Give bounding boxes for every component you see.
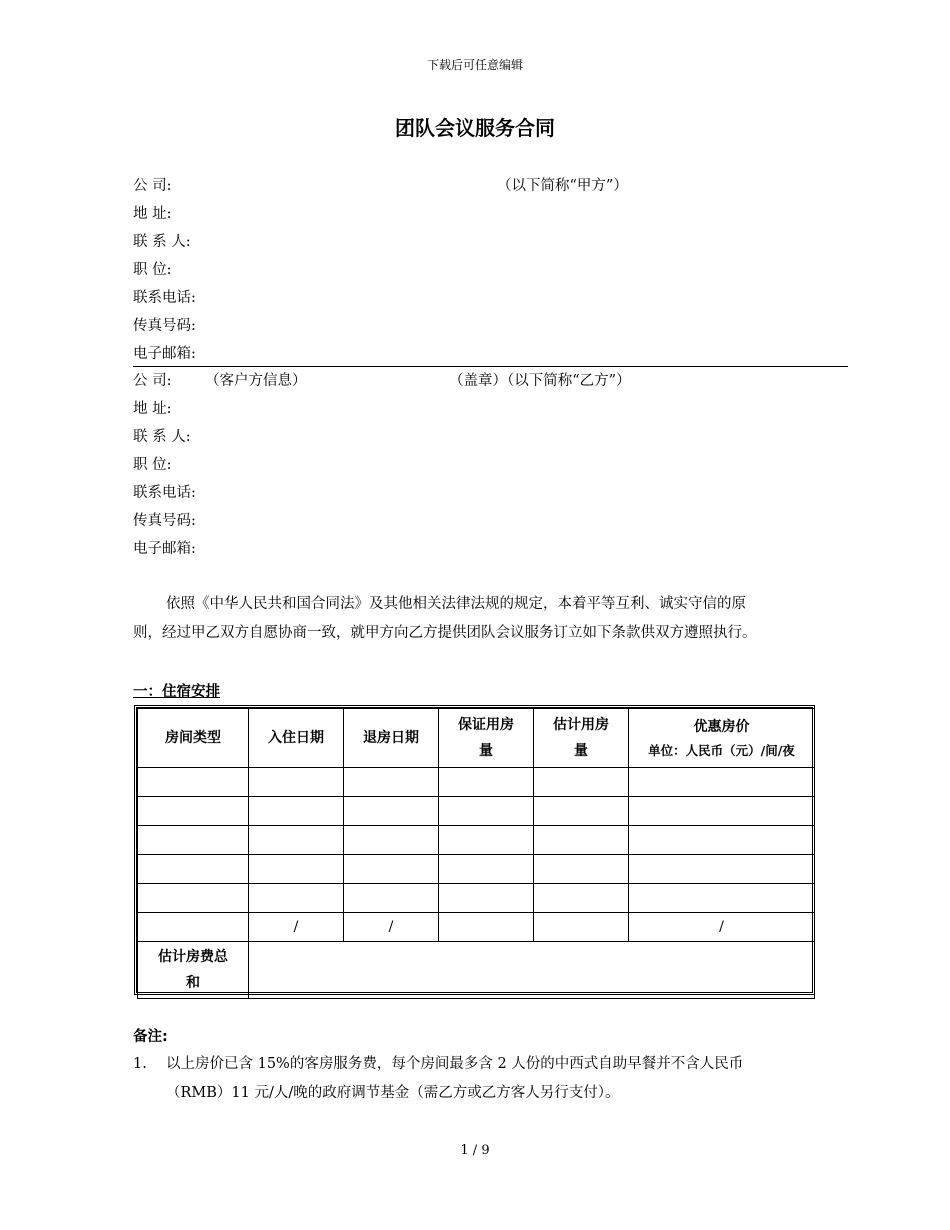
header-checkin: 入住日期 <box>249 709 344 768</box>
table-row <box>138 826 815 855</box>
table-cell[interactable] <box>439 884 534 913</box>
section-1-title: 一：住宿安排 <box>133 684 220 700</box>
slash-cell-price: / <box>629 913 815 942</box>
party-a-position <box>133 259 205 281</box>
total-label <box>138 942 249 999</box>
header-text: 量 <box>479 743 493 759</box>
party-a-address <box>133 203 205 225</box>
table-cell[interactable] <box>629 826 815 855</box>
table-cell[interactable] <box>138 826 249 855</box>
field-label: 传真号码: <box>133 318 196 334</box>
header-note: 下载后可任意编辑 <box>426 58 523 72</box>
party-b-phone <box>133 482 205 504</box>
field-label: 公 司: <box>133 178 172 194</box>
table-cell[interactable] <box>138 797 249 826</box>
table-cell[interactable] <box>439 826 534 855</box>
table-slash-row <box>138 913 815 942</box>
field-label: 联系电话: <box>133 290 196 306</box>
table-cell[interactable] <box>629 855 815 884</box>
table-cell[interactable] <box>138 768 249 797</box>
party-divider <box>133 366 848 367</box>
remark-line-1: 以上房价已含 15%的客房服务费，每个房间最多含 2 人份的中西式自助早餐并不含人民币 <box>166 1056 744 1072</box>
remark-item-1 <box>133 1050 833 1108</box>
table-cell[interactable] <box>629 884 815 913</box>
accommodation-table <box>134 705 815 995</box>
table-cell[interactable] <box>138 913 249 942</box>
table-cell[interactable] <box>439 855 534 884</box>
table-cell[interactable] <box>534 826 629 855</box>
table-cell[interactable] <box>439 913 534 942</box>
field-label: 联 系 人: <box>133 234 191 250</box>
table-cell[interactable] <box>534 884 629 913</box>
header-text: 估计用房 <box>553 717 609 733</box>
party-b-address <box>133 398 205 420</box>
header-text: 优惠房价 <box>693 719 750 735</box>
table-cell[interactable] <box>344 797 439 826</box>
total-value-cell[interactable] <box>249 942 815 999</box>
party-b-company <box>133 370 307 392</box>
table-header-row <box>138 709 815 768</box>
slash-cell-checkin: / <box>249 913 344 942</box>
header-guaranteed-rooms <box>439 709 534 768</box>
table-cell[interactable] <box>138 884 249 913</box>
header-checkout: 退房日期 <box>344 709 439 768</box>
field-label: 联 系 人: <box>133 429 191 445</box>
intro-paragraph <box>133 590 833 648</box>
remark-number: 1. <box>133 1056 147 1072</box>
remarks-heading: 备注: <box>133 1029 168 1045</box>
party-b-fax <box>133 510 205 532</box>
field-label: 联系电话: <box>133 485 196 501</box>
table-cell[interactable] <box>439 797 534 826</box>
party-b-position <box>133 454 205 476</box>
table-row <box>138 768 815 797</box>
table-cell[interactable] <box>344 826 439 855</box>
total-label-text: 和 <box>186 975 200 991</box>
field-label: 职 位: <box>133 457 172 473</box>
header-text: 量 <box>574 743 588 759</box>
field-label: 地 址: <box>133 401 172 417</box>
table-cell[interactable] <box>344 768 439 797</box>
header-text: 保证用房 <box>458 717 514 733</box>
table-row <box>138 884 815 913</box>
document-title: 团队会议服务合同 <box>395 116 555 140</box>
party-b-alias-note: （盖章）（以下简称“乙方”） <box>449 373 631 389</box>
header-estimated-rooms <box>534 709 629 768</box>
table-cell[interactable] <box>249 768 344 797</box>
intro-line-2: 则，经过甲乙双方自愿协商一致，就甲方向乙方提供团队会议服务订立如下条款供双方遵照执行。 <box>133 625 757 641</box>
field-label: 职 位: <box>133 262 172 278</box>
table-cell[interactable] <box>344 884 439 913</box>
table-cell[interactable] <box>534 913 629 942</box>
table-cell[interactable] <box>344 855 439 884</box>
party-a-company <box>133 175 205 197</box>
table-row <box>138 855 815 884</box>
table-cell[interactable] <box>629 768 815 797</box>
field-label: 公 司: <box>133 373 172 389</box>
party-a-alias-note: （以下简称“甲方”） <box>497 178 628 194</box>
field-label: 电子邮箱: <box>133 541 196 557</box>
party-a-contact <box>133 231 205 253</box>
party-a-phone <box>133 287 205 309</box>
table-total-row <box>138 942 815 999</box>
party-a-fax <box>133 315 205 337</box>
slash-cell-checkout: / <box>344 913 439 942</box>
total-label-text: 估计房费总 <box>158 949 228 965</box>
table-cell[interactable] <box>629 797 815 826</box>
party-b-contact <box>133 426 205 448</box>
field-value: （客户方信息） <box>205 373 307 389</box>
page-number: 1 / 9 <box>460 1143 490 1158</box>
remark-line-2: （RMB）11 元/人/晚的政府调节基金（需乙方或乙方客人另行支付）。 <box>166 1085 620 1101</box>
field-label: 地 址: <box>133 206 172 222</box>
intro-line-1: 依照《中华人民共和国合同法》及其他相关法律法规的规定，本着平等互利、诚实守信的原 <box>166 596 746 612</box>
table-cell[interactable] <box>138 855 249 884</box>
party-b-email <box>133 538 205 560</box>
header-unit-text: 单位：人民币（元）/间/夜 <box>648 743 795 758</box>
table-cell[interactable] <box>249 855 344 884</box>
table-cell[interactable] <box>249 884 344 913</box>
party-a-email <box>133 343 205 365</box>
header-room-type: 房间类型 <box>138 709 249 768</box>
table-cell[interactable] <box>439 768 534 797</box>
table-cell[interactable] <box>249 826 344 855</box>
table-row <box>138 797 815 826</box>
header-discount-price <box>629 709 815 768</box>
table-cell[interactable] <box>534 855 629 884</box>
table-cell[interactable] <box>534 768 629 797</box>
field-label: 传真号码: <box>133 513 196 529</box>
table-cell[interactable] <box>249 797 344 826</box>
field-label: 电子邮箱: <box>133 346 196 362</box>
table-cell[interactable] <box>534 797 629 826</box>
